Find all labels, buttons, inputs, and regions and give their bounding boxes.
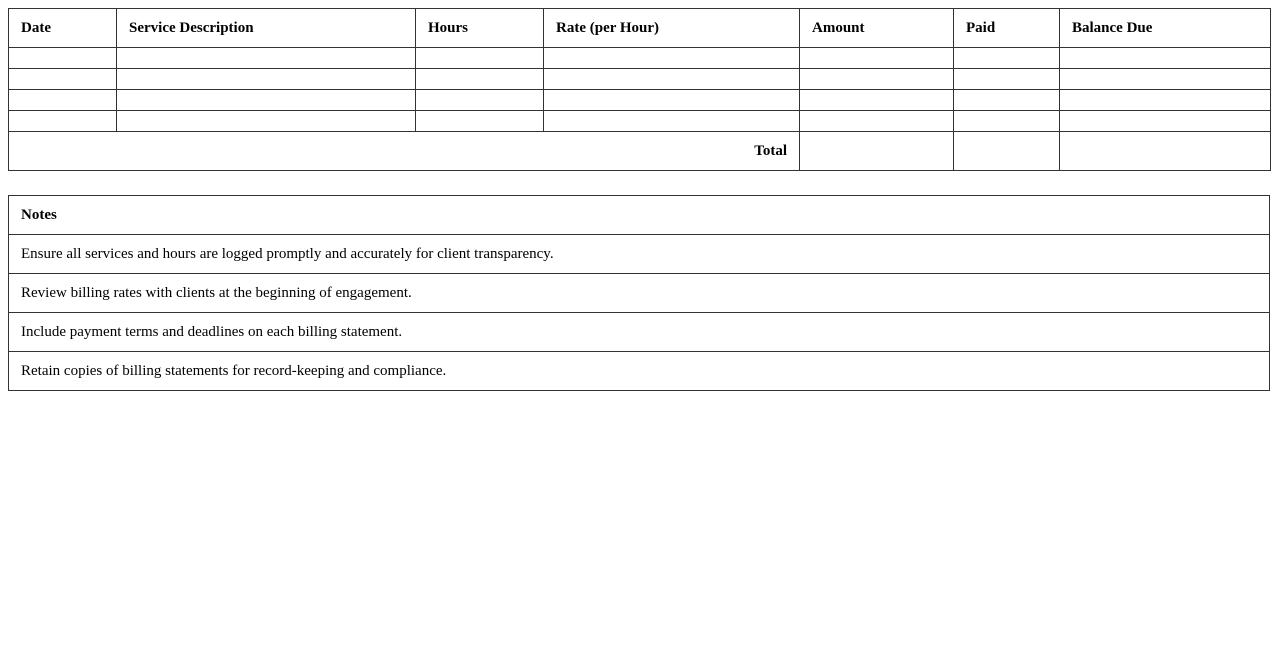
service-description-cell[interactable] bbox=[117, 48, 416, 69]
column-header-date: Date bbox=[9, 9, 117, 48]
column-header-service-description: Service Description bbox=[117, 9, 416, 48]
balance-due-cell[interactable] bbox=[1060, 111, 1271, 132]
notes-row bbox=[9, 352, 1270, 391]
table-row bbox=[9, 48, 1271, 69]
billing-header-row bbox=[9, 9, 1271, 48]
billing-table bbox=[8, 8, 1271, 171]
rate-cell[interactable] bbox=[544, 111, 800, 132]
total-label: Total bbox=[9, 132, 800, 171]
balance-due-cell[interactable] bbox=[1060, 48, 1271, 69]
amount-cell[interactable] bbox=[800, 69, 954, 90]
column-header-rate: Rate (per Hour) bbox=[544, 9, 800, 48]
date-cell[interactable] bbox=[9, 69, 117, 90]
notes-row bbox=[9, 313, 1270, 352]
note-item: Include payment terms and deadlines on each billing statement. bbox=[9, 313, 1270, 352]
column-header-paid: Paid bbox=[954, 9, 1060, 48]
balance-due-cell[interactable] bbox=[1060, 90, 1271, 111]
column-header-hours: Hours bbox=[416, 9, 544, 48]
note-item: Review billing rates with clients at the beginning of engagement. bbox=[9, 274, 1270, 313]
column-header-amount: Amount bbox=[800, 9, 954, 48]
rate-cell[interactable] bbox=[544, 69, 800, 90]
total-row bbox=[9, 132, 1271, 171]
balance-due-cell[interactable] bbox=[1060, 69, 1271, 90]
document bbox=[8, 8, 1270, 391]
notes-header: Notes bbox=[9, 196, 1270, 235]
column-header-balance-due: Balance Due bbox=[1060, 9, 1271, 48]
notes-header-row bbox=[9, 196, 1270, 235]
total-balance-due-cell[interactable] bbox=[1060, 132, 1271, 171]
amount-cell[interactable] bbox=[800, 48, 954, 69]
rate-cell[interactable] bbox=[544, 90, 800, 111]
note-item: Retain copies of billing statements for record-keeping and compliance. bbox=[9, 352, 1270, 391]
table-row bbox=[9, 69, 1271, 90]
notes-table bbox=[8, 195, 1270, 391]
notes-row bbox=[9, 274, 1270, 313]
total-paid-cell[interactable] bbox=[954, 132, 1060, 171]
hours-cell[interactable] bbox=[416, 111, 544, 132]
paid-cell[interactable] bbox=[954, 48, 1060, 69]
date-cell[interactable] bbox=[9, 48, 117, 69]
service-description-cell[interactable] bbox=[117, 90, 416, 111]
paid-cell[interactable] bbox=[954, 111, 1060, 132]
notes-row bbox=[9, 235, 1270, 274]
date-cell[interactable] bbox=[9, 90, 117, 111]
hours-cell[interactable] bbox=[416, 48, 544, 69]
hours-cell[interactable] bbox=[416, 69, 544, 90]
rate-cell[interactable] bbox=[544, 48, 800, 69]
paid-cell[interactable] bbox=[954, 90, 1060, 111]
amount-cell[interactable] bbox=[800, 111, 954, 132]
paid-cell[interactable] bbox=[954, 69, 1060, 90]
date-cell[interactable] bbox=[9, 111, 117, 132]
table-row bbox=[9, 111, 1271, 132]
hours-cell[interactable] bbox=[416, 90, 544, 111]
note-item: Ensure all services and hours are logged promptly and accurately for client transparency. bbox=[9, 235, 1270, 274]
amount-cell[interactable] bbox=[800, 90, 954, 111]
total-amount-cell[interactable] bbox=[800, 132, 954, 171]
service-description-cell[interactable] bbox=[117, 69, 416, 90]
service-description-cell[interactable] bbox=[117, 111, 416, 132]
table-row bbox=[9, 90, 1271, 111]
